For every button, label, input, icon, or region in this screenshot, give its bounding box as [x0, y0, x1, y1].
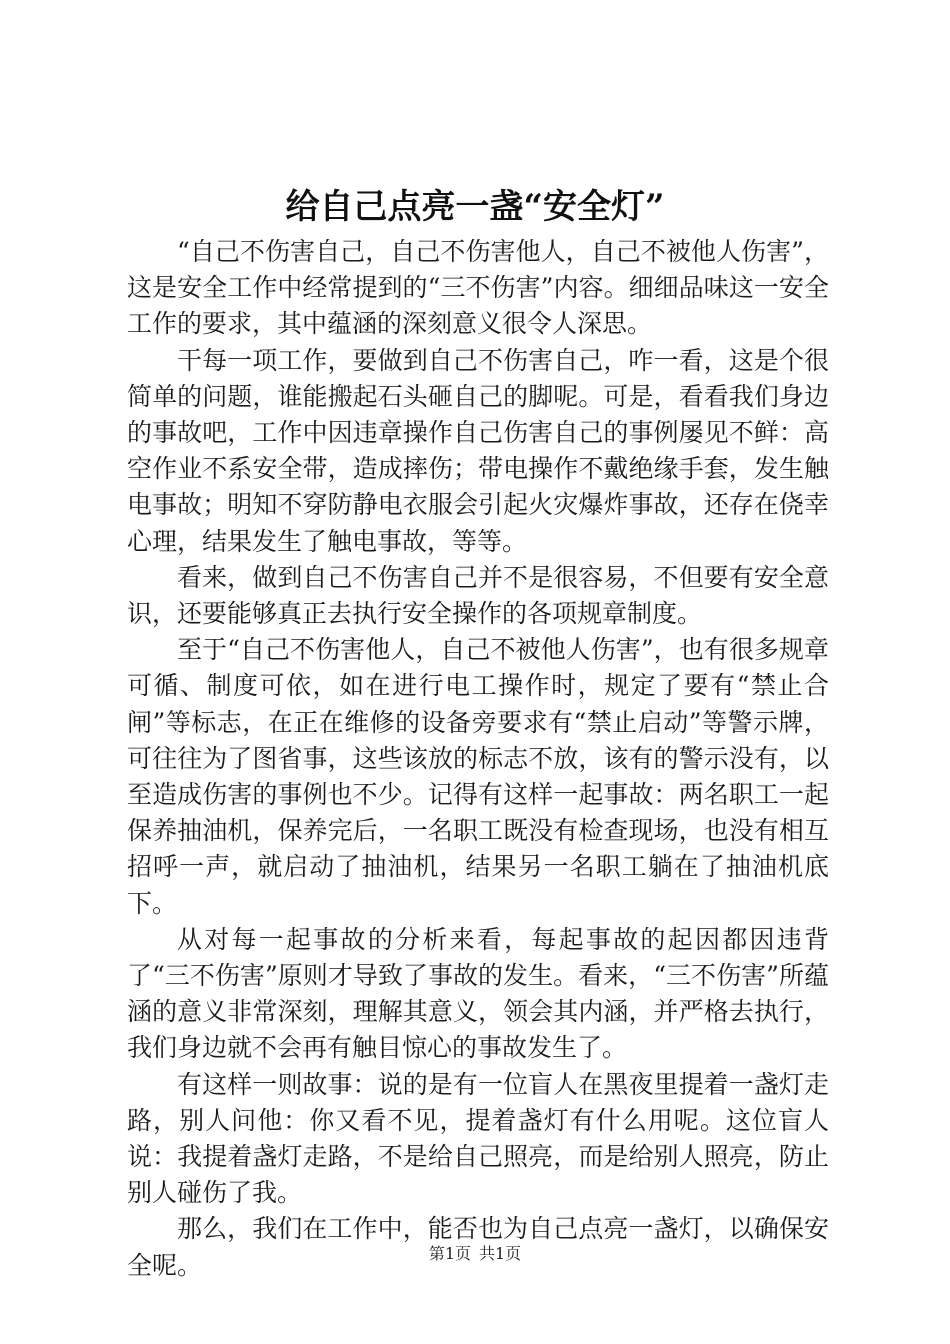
page-footer	[0, 1243, 950, 1265]
paragraph: “自己不伤害自己，自己不伤害他人，自己不被他人伤害”，这是安全工作中经常提到的“三不伤害”内容。细细品味这一安全工作的要求，其中蕴涵的深刻意义很令人深思。	[127, 237, 829, 339]
paragraph: 干每一项工作，要做到自己不伤害自己，咋一看，这是个很简单的问题，谁能搬起石头砸自己的脚呢。可是，看看我们身边的事故吧，工作中因违章操作自己伤害自己的事例屡见不鲜：高空作业不系安全带，造成摔伤；带电操作不戴绝缘手套，发生触电事故；明知不穿防静电衣服会引起火灾爆炸事故，还存在侥幸心理，结果发生了触电事故，等等。	[127, 345, 829, 556]
paragraph: 至于“自己不伤害他人，自己不被他人伤害”，也有很多规章可循、制度可依，如在进行电工操作时，规定了要有“禁止合闸”等标志，在正在维修的设备旁要求有“禁止启动”等警示牌，可往往为了图省事，这些该放的标志不放，该有的警示没有，以至造成伤害的事例也不少。记得有这样一起事故：两名职工一起保养抽油机，保养完后，一名职工既没有检查现场，也没有相互招呼一声，就启动了抽油机，结果另一名职工躺在了抽油机底下。	[127, 635, 829, 918]
paragraph: 看来，做到自己不伤害自己并不是很容易，不但要有安全意识，还要能够真正去执行安全操作的各项规章制度。	[127, 562, 829, 629]
paragraph: 有这样一则故事：说的是有一位盲人在黑夜里提着一盏灯走路，别人问他：你又看不见，提着盏灯有什么用呢。这位盲人说：我提着盏灯走路，不是给自己照亮，而是给别人照亮，防止别人碰伤了我。	[127, 1069, 829, 1208]
page-number: 第1页	[428, 1244, 471, 1263]
document-body	[127, 234, 829, 1284]
paragraph: 从对每一起事故的分析来看，每起事故的起因都因违背了“三不伤害”原则才导致了事故的发生。看来，“三不伤害”所蕴涵的意义非常深刻，理解其意义，领会其内涵，并严格去执行，我们身边就不会再有触目惊心的事故发生了。	[127, 924, 829, 1063]
page-total: 共1页	[479, 1244, 522, 1263]
paragraph: 那么，我们在工作中，能否也为自己点亮一盏灯，以确保安全呢。	[127, 1214, 829, 1280]
document-title: 给自己点亮一盏“安全灯”	[285, 187, 665, 227]
